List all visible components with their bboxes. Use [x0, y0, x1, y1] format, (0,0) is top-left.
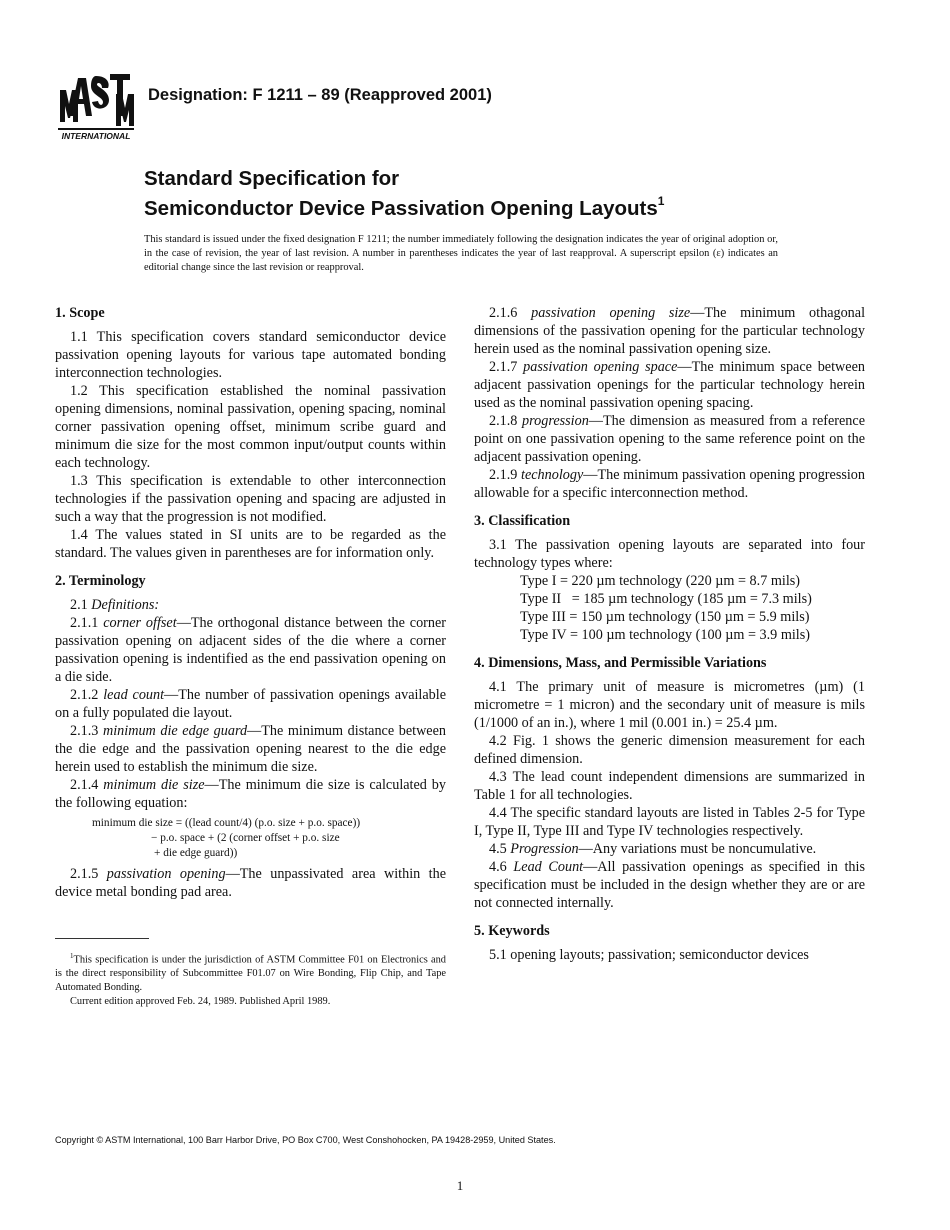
footnote-mark: 1 — [70, 952, 74, 960]
equation-line-2: − p.o. space + (2 (corner offset + p.o. size — [151, 832, 340, 844]
equation-line-3: + die edge guard)) — [154, 847, 238, 859]
paragraph-4-5: 4.5 Progression—Any variations must be noncumulative. — [489, 841, 817, 857]
footnote-text-2: Current edition approved Feb. 24, 1989. Published April 1989. — [70, 996, 331, 1008]
definition-passivation-opening: 2.1.5 passivation opening—The unpassivated area within the device metal bonding pad area. — [55, 866, 446, 900]
title-line-1: Standard Specification for — [144, 167, 400, 190]
section-heading-scope: 1. Scope — [55, 305, 105, 321]
footnote-rule — [55, 938, 149, 939]
technology-type-item: Type II = 185 µm technology (185 µm = 7.3 mils) — [520, 591, 812, 607]
section-heading-classification: 3. Classification — [474, 513, 571, 529]
paragraph-4-1: 4.1 The primary unit of measure is micrometres (µm) (1 micrometre = 1 micron) and the secondary unit of measure is mils (1/1000 of an in.), where 1 mil (0.001 in.) = 25.4 µm. — [474, 679, 865, 731]
definition-passivation-opening-space: 2.1.7 passivation opening space—The minimum space between adjacent passivation openings for the particular technology herein used as the nominal passivation opening spacing. — [474, 359, 865, 411]
paragraph-1-3: 1.3 This specification is extendable to other interconnection technologies if the passivation opening and spacing are adjusted in such a way that the progression is not modified. — [55, 473, 446, 525]
paragraph-1-4: 1.4 The values stated in SI units are to be regarded as the standard. The values given in parentheses are for information only. — [55, 527, 446, 561]
paragraph-4-3: 4.3 The lead count independent dimensions are summarized in Table 1 for all technologies. — [474, 769, 865, 803]
paragraph-4-2: 4.2 Fig. 1 shows the generic dimension measurement for each defined dimension. — [474, 733, 865, 767]
definition-min-die-edge-guard: 2.1.3 minimum die edge guard—The minimum distance between the die edge and the passivation opening nearest to the die edge herein used to establish the minimum die size. — [55, 723, 446, 775]
definition-progression: 2.1.8 progression—The dimension as measured from a reference point on one passivation opening to the same reference point on the adjacent passivation opening. — [474, 413, 865, 465]
equation-line-1: minimum die size = ((lead count/4) (p.o. size + p.o. space)) — [92, 817, 361, 829]
paragraph-1-1: 1.1 This specification covers standard semiconductor device passivation opening layouts for various tape automated bonding interconnection technologies. — [55, 329, 446, 381]
footnote — [55, 949, 446, 1009]
right-column — [474, 304, 865, 964]
astm-logo — [56, 70, 136, 142]
section-heading-terminology: 2. Terminology — [55, 573, 146, 589]
technology-type-item: Type III = 150 µm technology (150 µm = 5.9 mils) — [520, 609, 810, 625]
section-heading-keywords: 5. Keywords — [474, 923, 550, 939]
paragraph-3-1: 3.1 The passivation opening layouts are separated into four technology types where: — [474, 537, 865, 571]
technology-types-list — [520, 572, 865, 644]
footnote-text-1: $^1$This specification is under the jurisdiction of ASTM Committee F01 on Electronics and is the direct responsibility of Subcommittee F01.07 on Wire Bonding, Flip Chip, and Tape Automated Bonding. — [55, 952, 446, 994]
page-number: 1 — [456, 1178, 464, 1193]
definition-passivation-opening-size: 2.1.6 passivation opening size—The minimum othagonal dimensions of the passivation opening for the particular technology herein used as the nominal passivation opening size. — [474, 305, 866, 357]
left-column — [55, 304, 446, 901]
technology-type-item: Type I = 220 µm technology (220 µm = 8.7 mils) — [520, 573, 801, 589]
document-title — [144, 167, 664, 221]
definition-min-die-size: 2.1.4 minimum die size—The minimum die size is calculated by the following equation: — [55, 777, 446, 811]
preamble: This standard is issued under the fixed designation F 1211; the number immediately following the designation indicates the year of original adoption or, in the case of revision, the year of last revision. A number in parentheses indicates the year of last reapproval. A superscript epsilon (ε) indicates an editorial change since the last revision or reapproval. — [144, 234, 778, 273]
title-footnote-mark: 1 — [657, 194, 665, 208]
paragraph-1-2: 1.2 This specification established the nominal passivation opening dimensions, nominal passivation, opening spacing, nominal corner passivation opening offset, minimum scribe guard and minimum die size for the most common input/output counts within each technology. — [55, 383, 446, 471]
paragraph-4-6: 4.6 Lead Count—All passivation openings as specified in this specification must be included in the design whether they are or are not connected internally. — [474, 859, 865, 911]
definition-lead-count: 2.1.2 lead count—The number of passivation openings available on a fully populated die layout. — [55, 687, 447, 721]
title-line-2: Semiconductor Device Passivation Opening Layouts$^1$ — [144, 194, 665, 220]
die-size-equation — [92, 816, 446, 861]
paragraph-2-1: 2.1 Definitions: — [70, 597, 160, 613]
definition-corner-offset: 2.1.1 corner offset—The orthogonal distance between the corner passivation opening on adjacent sides of the die where a corner passivation opening is indentified as the end passivation opening on a die side. — [55, 615, 447, 685]
section-heading-dimensions: 4. Dimensions, Mass, and Permissible Variations — [474, 655, 767, 671]
paragraph-4-4: 4.4 The specific standard layouts are listed in Tables 2-5 for Type I, Type II, Type III and Type IV technologies respectively. — [474, 805, 865, 839]
designation: Designation: F 1211 – 89 (Reapproved 2001) — [148, 86, 492, 104]
copyright-notice: Copyright © ASTM International, 100 Barr Harbor Drive, PO Box C700, West Conshohocken, PA 19428-2959, United States. — [55, 1135, 556, 1145]
definition-technology: 2.1.9 technology—The minimum passivation opening progression allowable for a specific interconnection method. — [474, 467, 865, 501]
paragraph-5-1: 5.1 opening layouts; passivation; semiconductor devices — [489, 947, 809, 963]
svg-text:INTERNATIONAL: INTERNATIONAL — [61, 131, 131, 141]
technology-type-item: Type IV = 100 µm technology (100 µm = 3.9 mils) — [520, 627, 810, 643]
